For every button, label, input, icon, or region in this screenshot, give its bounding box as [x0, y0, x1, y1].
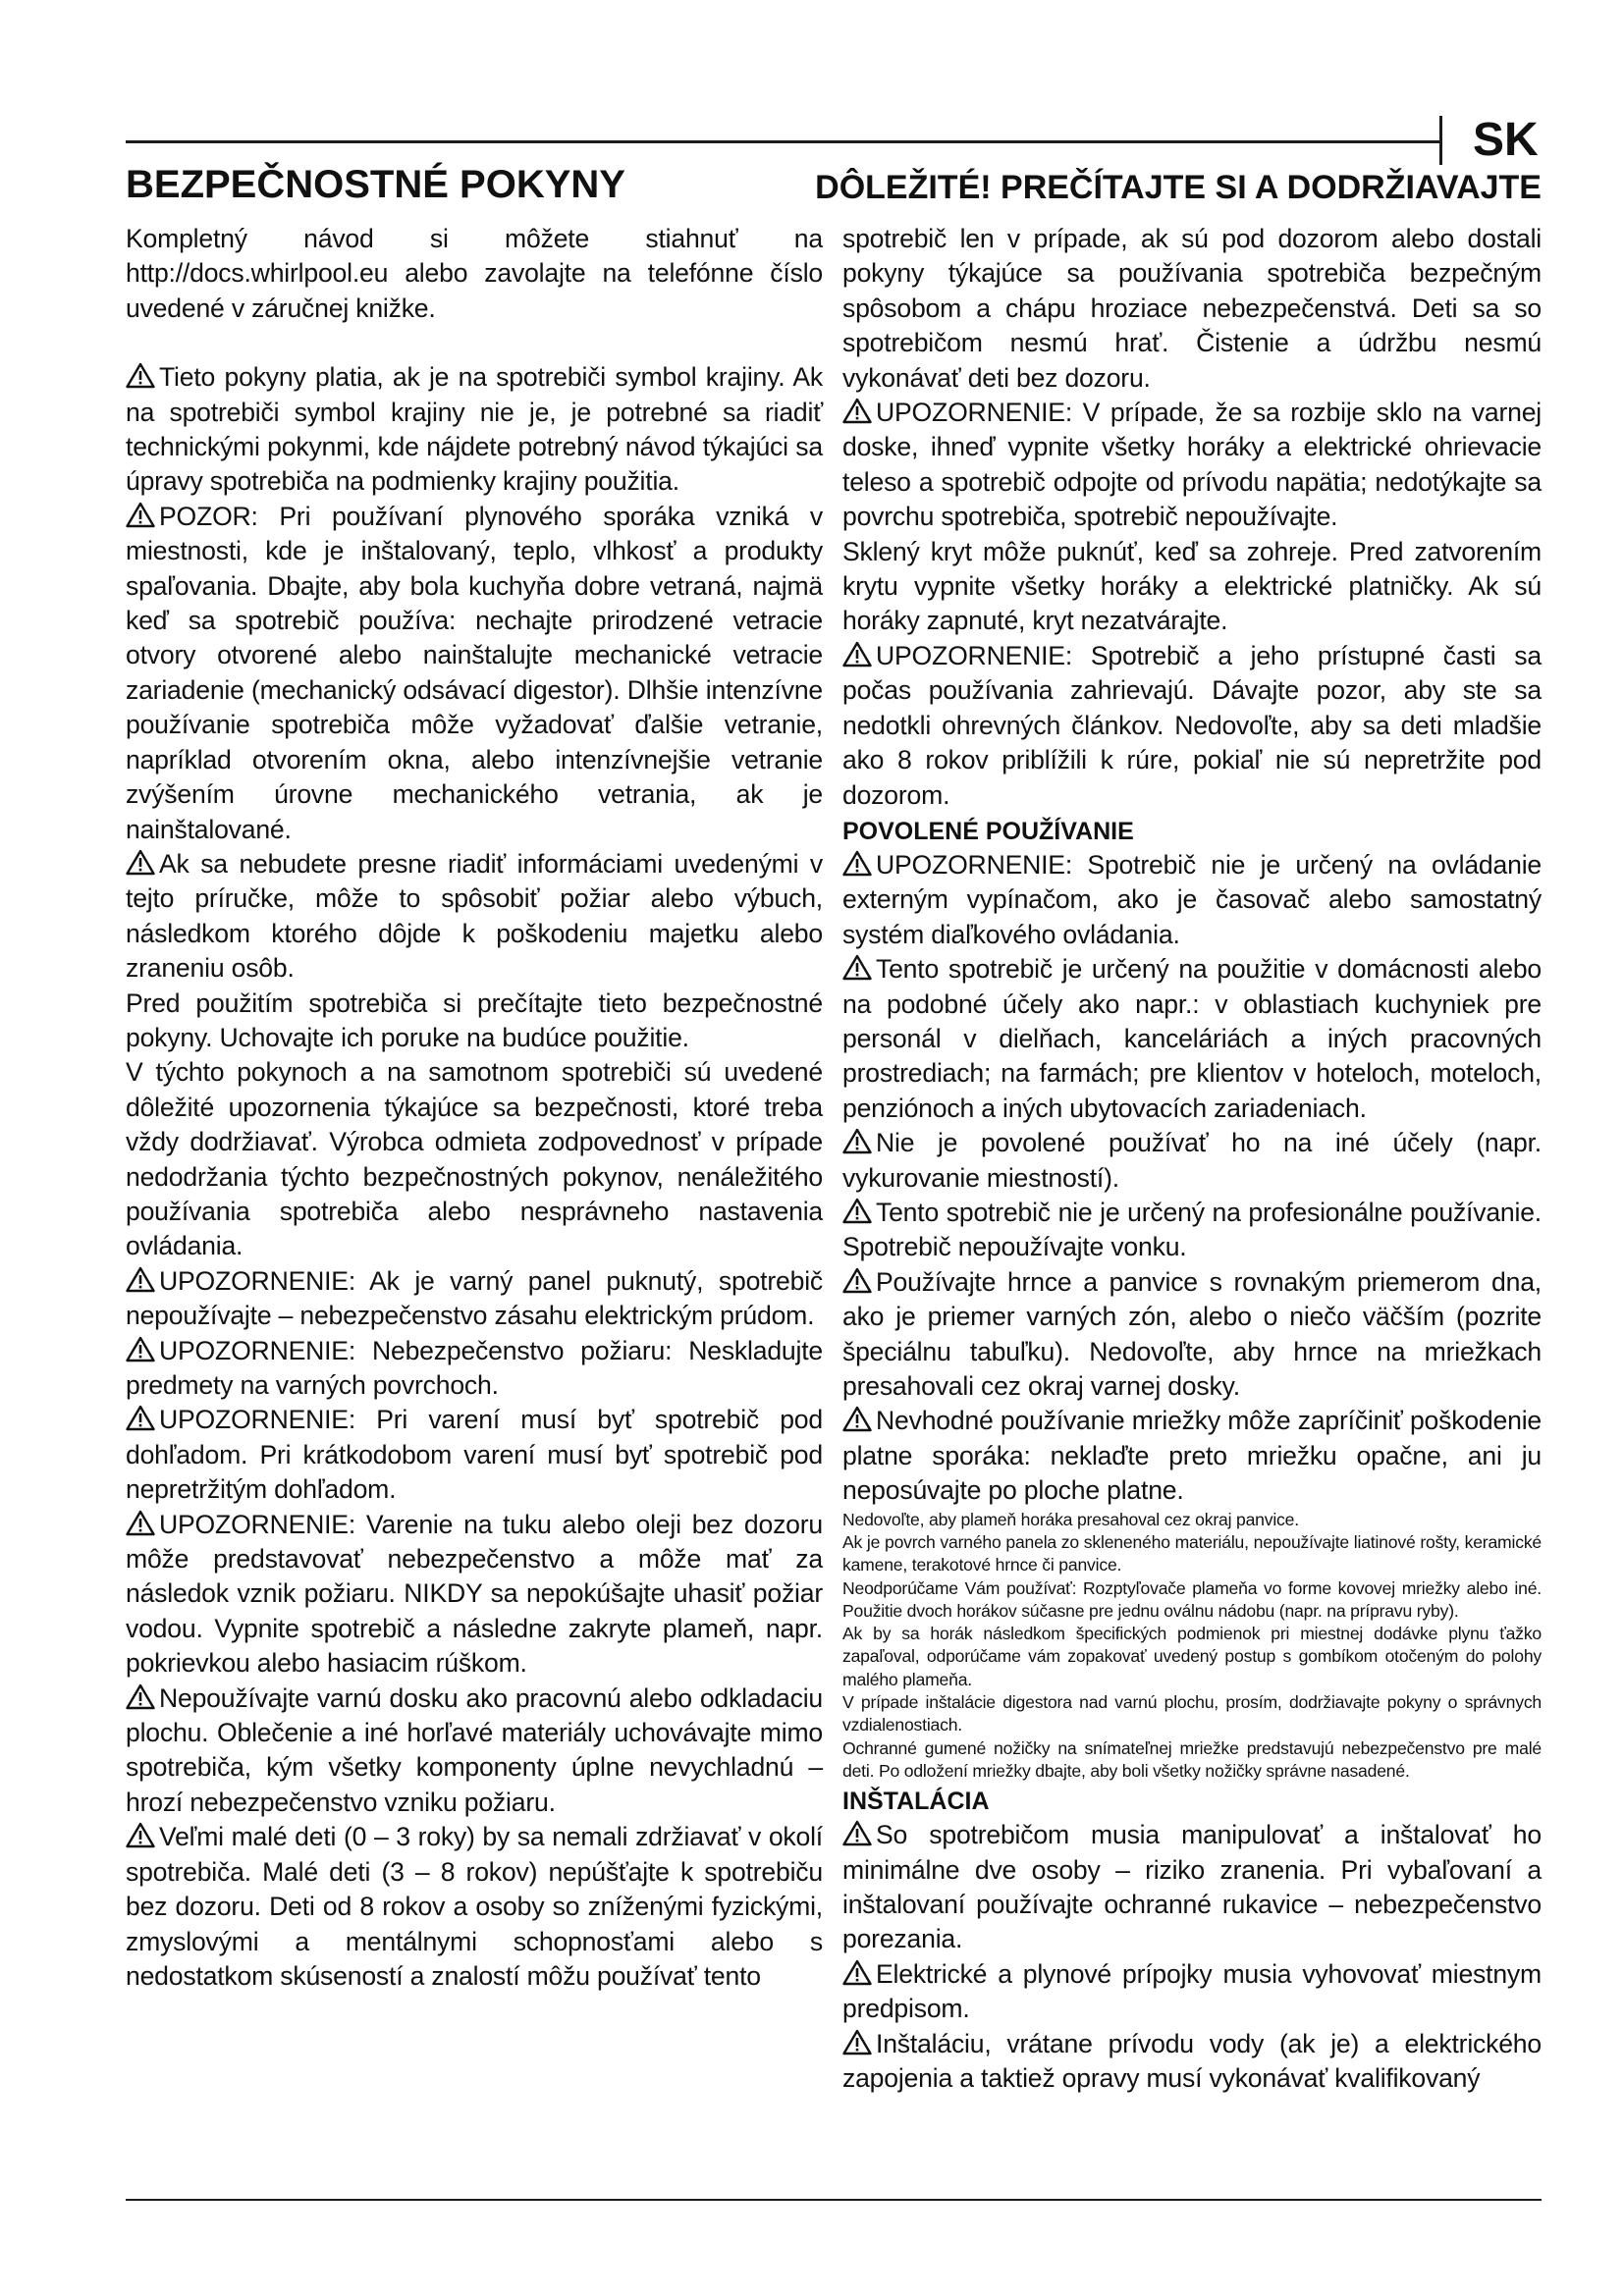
paragraph-text: Tieto pokyny platia, ak je na spotrebiči symbol krajiny. Ak na spotrebiči symbol krajiny nie je, je potrebné sa riadiť technickými pokynmi, kde nájdete potrebný návod týkajúci sa úpravy spotrebiča na podmienky krajiny použitia. — [126, 362, 823, 497]
paragraph-text: Elektrické a plynové prípojky musia vyhovovať miestnym predpisom. — [842, 1958, 1542, 2024]
warning-paragraph — [842, 848, 1542, 952]
paragraph-text: Nevhodné používanie mriežky môže zapríčiniť poškodenie platne sporáka: neklaďte preto mriežku opačne, ani ju neposúvajte po ploche platne. — [842, 1406, 1542, 1506]
text-paragraph: V týchto pokynoch a na samotnom spotrebiči sú uvedené dôležité upozornenia týkajúce sa bezpečnosti, ktoré treba vždy dodržiavať. Výrobca odmieta zodpovednosť v prípade nedodržania týchto bezpečnostných pokynov, nenáležitého používania spotrebiča alebo nesprávneho nastavenia ovládania. — [126, 1057, 823, 1261]
warning-paragraph — [842, 1404, 1542, 1508]
paragraph-text: Ak sa nebudete presne riadiť informáciami uvedenými v tejto príručke, môže to spôsobiť požiar alebo výbuch, následkom ktorého dôjde k poškodeniu majetku alebo zraneniu osôb. — [126, 848, 823, 984]
page-title: BEZPEČNOSTNÉ POKYNY — [126, 163, 625, 206]
paragraph-text: UPOZORNENIE: Spotrebič a jeho prístupné časti sa počas používania zahrievajú. Dávajte pozor, aby ste sa nedotkli ohrevných článkov. Nedovoľte, aby sa deti mladšie ako 8 rokov priblížili k rúre, pokiaľ nie sú nepretržite pod dozorom. — [842, 640, 1542, 810]
warning-triangle-icon — [126, 1683, 155, 1710]
paragraph-text: UPOZORNENIE: Nebezpečenstvo požiaru: Neskladujte predmety na varných povrchoch. — [126, 1335, 823, 1400]
paragraph-text: So spotrebičom musia manipulovať a inštalovať ho minimálne dve osoby – riziko zranenia. Pri vybaľovaní a inštalovaní používajte ochranné rukavice – nebezpečenstvo porezania. — [842, 1820, 1542, 1954]
warning-triangle-icon — [842, 1128, 872, 1154]
paragraph-text: Inštaláciu, vrátane prívodu vody (ak je) a elektrického zapojenia a taktiež opravy musí vykonávať kvalifikovaný — [842, 2028, 1542, 2094]
fine-print-paragraph: Ak je povrch varného panela zo skleneného materiálu, nepoužívajte liatinové rošty, keramické kamene, terakotové hrnce či panvice. — [842, 1531, 1542, 1575]
warning-paragraph — [126, 1682, 823, 1821]
warning-triangle-icon — [842, 2029, 872, 2056]
warning-paragraph — [842, 1957, 1542, 2027]
section-heading-permitted-use: POVOLENÉ POUŽÍVANIE — [842, 817, 1134, 845]
warning-paragraph — [126, 500, 823, 847]
warning-triangle-icon — [842, 954, 872, 981]
paragraph-text: Tento spotrebič je určený na použitie v domácnosti alebo na podobné účely ako napr.: v oblastiach kuchyniek pre personál v dielňach, kanceláriách a iných pracovných prostrediach; na farmách; pre klientov v hoteloch, moteloch, penziónoch a iných ubytovacích zariadeniach. — [842, 954, 1542, 1123]
paragraph-text: UPOZORNENIE: Spotrebič nie je určený na ovládanie externým vypínačom, ako je časovač alebo samostatný systém diaľkového ovládania. — [842, 849, 1542, 949]
paragraph-text: UPOZORNENIE: Varenie na tuku alebo oleji bez dozoru môže predstavovať nebezpečenstvo a môže mať za následok vznik požiaru. NIKDY sa nepokúšajte uhasiť požiar vodou. Vypnite spotrebič a následne zakryte plameň, napr. pokrievkou alebo hasiacim rúškom. — [126, 1509, 823, 1679]
warning-paragraph — [126, 1820, 823, 1994]
warning-paragraph — [842, 1818, 1542, 1957]
warning-triangle-icon — [126, 1510, 155, 1536]
warning-triangle-icon — [126, 849, 155, 876]
paragraph-text: Používajte hrnce a panvice s rovnakým priemerom dna, ako je priemer varných zón, alebo o niečo väčším (pozrite špeciálnu tabuľku). Nedovoľte, aby hrnce na mriežkach presahovali cez okraj varnej dosky. — [842, 1266, 1542, 1401]
paragraph-text: Tento spotrebič nie je určený na profesionálne používanie. Spotrebič nepoužívajte vonku. — [842, 1197, 1542, 1262]
intro-paragraph: Kompletný návod si môžete stiahnuť na http://docs.whirlpool.eu alebo zavolajte na telefónne číslo uvedené v záručnej knižke. — [126, 224, 823, 323]
header-rule-tick — [1439, 116, 1442, 165]
warning-triangle-icon — [126, 1405, 155, 1431]
warning-paragraph — [842, 1126, 1542, 1196]
paragraph-text: UPOZORNENIE: Ak je varný panel puknutý, spotrebič nepoužívajte – nebezpečenstvo zásahu elektrickým prúdom. — [126, 1265, 823, 1331]
warning-triangle-icon — [842, 1959, 872, 1986]
warning-triangle-icon — [126, 1822, 155, 1848]
paragraph-text: UPOZORNENIE: V prípade, že sa rozbije sklo na varnej doske, ihneď vypnite všetky horáky a elektrické ohrievacie teleso a spotrebič odpojte od prívodu napätia; nedotýkajte sa povrchu spotrebiča, spotrebič nepoužívajte. — [842, 398, 1542, 532]
fine-print-paragraph: Neodporúčame Vám používať: Rozptyľovače plameňa vo forme kovovej mriežky alebo iné. Použitie dvoch horákov súčasne pre jednu oválnu nádobu (napr. na prípravu ryby). — [842, 1577, 1542, 1621]
paragraph-text: Nie je povolené používať ho na iné účely (napr. vykurovanie miestností). — [842, 1128, 1542, 1193]
warning-paragraph — [842, 396, 1542, 535]
warning-triangle-icon — [842, 1198, 872, 1224]
right-column — [842, 222, 1542, 2096]
warning-triangle-icon — [126, 502, 155, 528]
warning-paragraph — [842, 952, 1542, 1126]
section-heading-installation: INŠTALÁCIA — [842, 1788, 990, 1816]
warning-paragraph — [842, 1265, 1542, 1405]
paragraph-text: POZOR: Pri používaní plynového sporáka vzniká v miestnosti, kde je inštalovaný, teplo, vlhkosť a produkty spaľovania. Dbajte, aby bola kuchyňa dobre vetraná, najmä keď sa spotrebič používa: nechajte prirodzené vetracie otvory otvorené alebo nainštalujte mechanické vetracie zariadenie (mechanický odsávací digestor). Dlhšie intenzívne používanie spotrebiča môže vyžadovať ďalšie vetranie, napríklad otvorením okna, alebo intenzívnejšie vetranie zvýšením úrovne mechanického vetrania, ak je nainštalované. — [126, 501, 823, 844]
paragraph-text: Veľmi malé deti (0 – 3 roky) by sa nemali zdržiavať v okolí spotrebiča. Malé deti (3 – 8 rokov) nepúšťajte k spotrebiču bez dozoru. Deti od 8 rokov a osoby so zníženými fyzickými, zmyslovými a mentálnymi schopnosťami alebo s nedostatkom skúseností a znalostí môžu používať tento — [126, 1822, 823, 1991]
warning-triangle-icon — [126, 1266, 155, 1293]
warning-triangle-icon — [842, 1820, 872, 1846]
footer-rule — [126, 2199, 1542, 2201]
warning-triangle-icon — [126, 362, 155, 389]
paragraph-text: UPOZORNENIE: Pri varení musí byť spotrebič pod dohľadom. Pri krátkodobom varení musí byť spotrebič pod nepretržitým dohľadom. — [126, 1405, 823, 1505]
warning-paragraph — [126, 360, 823, 500]
warning-triangle-icon — [842, 1406, 872, 1432]
fine-print-paragraph: Ak by sa horák následkom špecifických podmienok pri miestnej dodávke plynu ťažko zapaľoval, odporúčame vám zopakovať uvedený postup s gombíkom otočeným do polohy malého plameňa. — [842, 1624, 1542, 1689]
text-paragraph: Pred použitím spotrebiča si prečítajte tieto bezpečnostné pokyny. Uchovajte ich poruke na budúce použitie. — [126, 988, 823, 1052]
warning-paragraph — [126, 1334, 823, 1404]
fine-print-paragraph: V prípade inštalácie digestora nad varnú plochu, prosím, dodržiavajte pokyny o správnych vzdialenostiach. — [842, 1692, 1542, 1735]
text-paragraph: spotrebič len v prípade, ak sú pod dozorom alebo dostali pokyny týkajúce sa používania spotrebiča bezpečným spôsobom a chápu hroziace nebezpečenstvá. Deti sa so spotrebičom nesmú hrať. Čistenie a údržbu nesmú vykonávať deti bez dozoru. — [842, 224, 1542, 393]
warning-paragraph — [126, 1403, 823, 1507]
paragraph-text: Nepoužívajte varnú dosku ako pracovnú alebo odkladaciu plochu. Oblečenie a iné horľavé materiály uchovávajte mimo spotrebiča, kým všetky komponenty úplne nevychladnú – hrozí nebezpečenstvo vzniku požiaru. — [126, 1682, 823, 1817]
warning-paragraph — [126, 847, 823, 987]
warning-paragraph — [126, 1264, 823, 1334]
warning-paragraph — [842, 1196, 1542, 1265]
warning-triangle-icon — [842, 398, 872, 424]
fine-print-paragraph: Nedovoľte, aby plameň horáka presahoval cez okraj panvice. — [842, 1509, 1299, 1529]
language-code: SK — [1473, 114, 1539, 166]
warning-triangle-icon — [842, 641, 872, 667]
header-rule — [126, 140, 1439, 143]
warning-paragraph — [842, 2027, 1542, 2097]
warning-paragraph — [842, 639, 1542, 813]
text-paragraph: Sklený kryt môže puknúť, keď sa zohreje. Pred zatvorením krytu vypnite všetky horáky a elektrické platničky. Ak sú horáky zapnuté, kryt nezatvárajte. — [842, 536, 1542, 636]
page-subtitle: DÔLEŽITÉ! PREČÍTAJTE SI A DODRŽIAVAJTE — [815, 169, 1542, 206]
warning-triangle-icon — [842, 1267, 872, 1294]
warning-triangle-icon — [842, 850, 872, 877]
warning-triangle-icon — [126, 1336, 155, 1362]
fine-print-paragraph: Ochranné gumené nožičky na snímateľnej mriežke predstavujú nebezpečenstvo pre malé deti. Po odložení mriežky dbajte, aby boli všetky nožičky správne nasadené. — [842, 1737, 1542, 1781]
warning-paragraph — [126, 1508, 823, 1682]
left-column — [126, 222, 823, 1994]
